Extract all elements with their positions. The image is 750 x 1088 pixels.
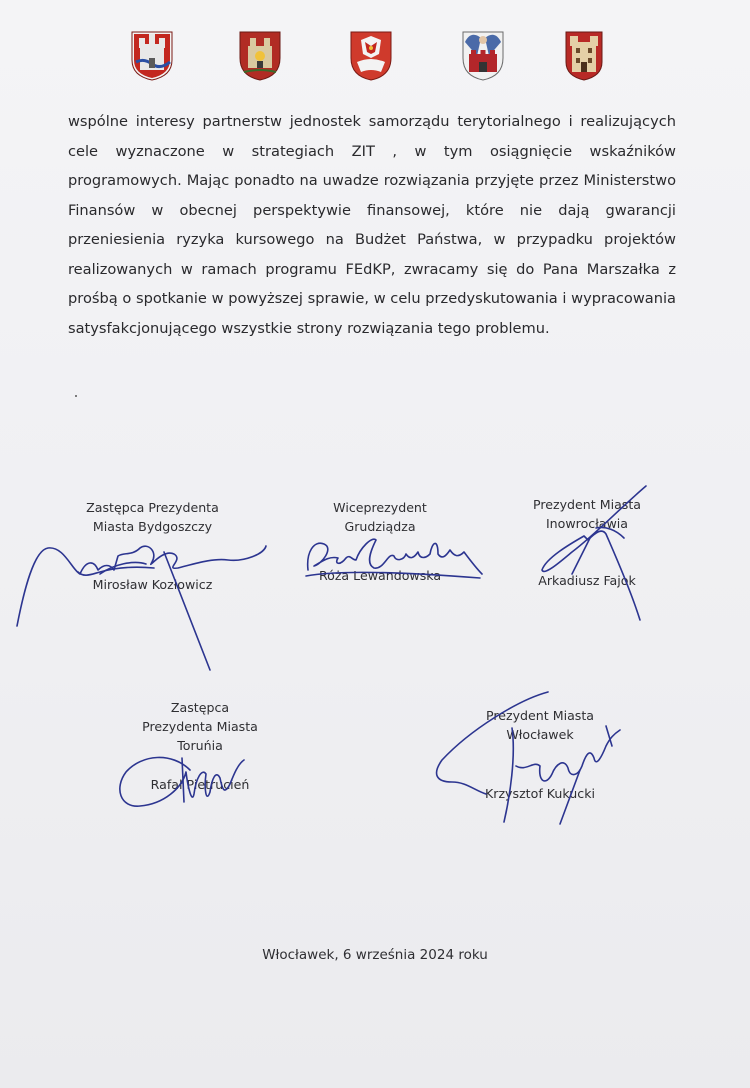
signatory-title: Prezydent Miasta Inowrocławia: [532, 497, 642, 531]
signatory-name: Róża Lewandowska: [318, 568, 442, 583]
signatory-wloclawek: [470, 706, 610, 803]
place-and-date: Włocławek, 6 września 2024 roku: [262, 947, 488, 963]
inowroclaw-crest-icon: [349, 28, 393, 82]
signatory-title: Prezydent Miasta Włocławek: [485, 708, 595, 742]
signatory-inowroclaw: [522, 495, 652, 590]
signatory-name: Krzysztof Kukucki: [485, 786, 595, 801]
signatory-title: Zastępca Prezydenta Miasta Toruńia: [142, 700, 258, 753]
signatory-torun: [130, 698, 270, 794]
torun-crest-icon: [461, 28, 505, 82]
letter-body: [68, 107, 676, 343]
signatory-bydgoszcz: [70, 498, 235, 594]
signatory-title: Zastępca Prezydenta Miasta Bydgoszczy: [86, 500, 219, 534]
grudziadz-crest-icon: [238, 28, 282, 82]
wloclawek-crest-icon: [562, 28, 606, 82]
paper-speck: [75, 395, 77, 397]
bydgoszcz-crest-icon: [130, 28, 174, 82]
signatory-grudziadz: [300, 498, 460, 585]
signatory-name: Mirosław Kozłowicz: [92, 577, 213, 592]
signatory-title: Wiceprezydent Grudziądza: [333, 500, 427, 534]
signatory-name: Rafał Pietrucień: [150, 777, 250, 792]
signatory-name: Arkadiusz Fajok: [538, 573, 636, 588]
body-paragraph: wspólne interesy partnerstw jednostek samorządu terytorialnego i realizujących cele wyznaczone w strategiach ZIT , w tym osiągnięcie wskaźników programowych. Mając ponadto na uwadze rozwiązania przyjęte przez Ministerstwo Finansów w obecnej perspektywie finansowej, które nie dają gwarancji przeniesienia ryzyka kursowego na Budżet Państwa, w przypadku projektów realizowanych w ramach programu FEdKP, zwracamy się do Pana Marszałka z prośbą o spotkanie w powyższej sprawie, w celu przedyskutowania i wypracowania satysfakcjonującego wszystkie strony rozwiązania tego problemu.: [68, 113, 676, 337]
